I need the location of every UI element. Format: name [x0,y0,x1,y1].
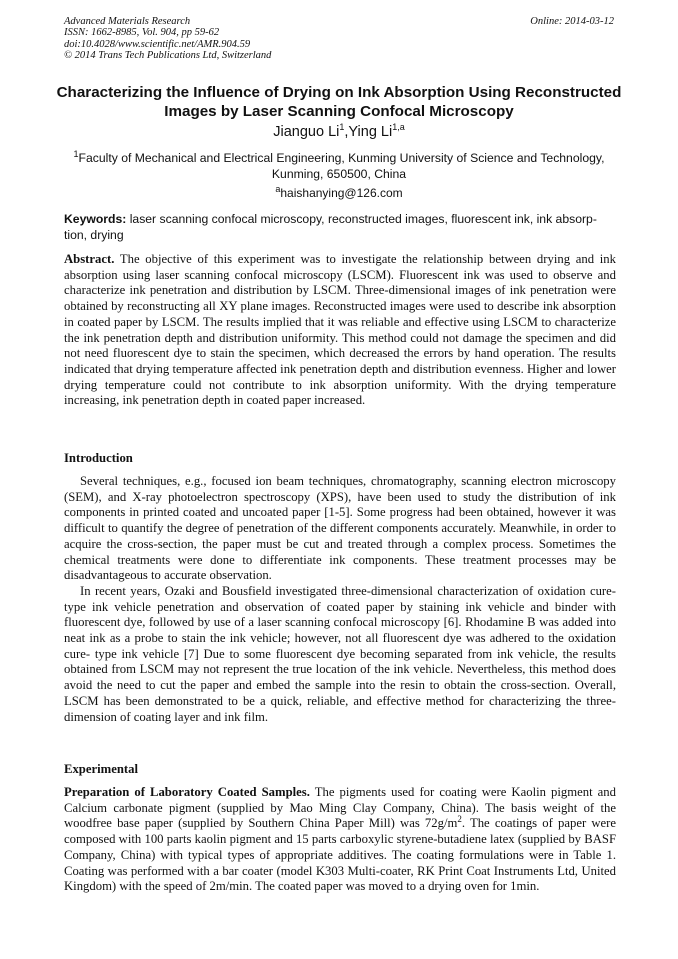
affiliation-mark: 1 [73,148,79,159]
introduction-body [64,474,616,725]
author-name: Jianguo Li [273,124,340,140]
keywords [64,212,616,243]
online-date: Online: 2014-03-12 [530,16,614,27]
affiliation [60,150,618,182]
copyright-line: © 2014 Trans Tech Publications Ltd, Switzerland [64,49,272,61]
journal-name: Advanced Materials Research [64,16,191,27]
section-heading-introduction: Introduction [64,451,133,465]
section-heading-experimental: Experimental [64,762,139,776]
email-mark: a [275,184,281,194]
doi-line: doi:10.4028/www.scientific.net/AMR.904.59 [64,38,251,50]
keywords-text: laser scanning confocal microscopy, reconstructed images, fluorescent ink, ink absorp-tion, drying [64,212,597,242]
author-affiliation-mark: 1 [339,122,345,133]
abstract-label: Abstract. [64,252,115,266]
author-affiliation-mark: 1,a [392,122,405,133]
author-list [0,124,678,140]
subsection-heading: Preparation of Laboratory Coated Samples. [64,785,310,799]
unit-superscript: 2 [457,814,462,825]
abstract-text: The objective of this experiment was to investigate the relationship between drying and ink absorption using laser scanning confocal microscopy (LSCM). Fluorescent ink was used to observe and characterize ink penetration and distribution by LSCM. Three-dimensional images of ink penetration were obtained by reconstructing all XY plane images. Reconstructed images were used to describe ink absorption in coated paper by LSCM. The results implied that it was reliable and effective using LSCM to characterize the ink penetration depth and distribution uniformity. This method could not damage the specimen and did not need fluorescent dye to stain the specimen, which decreased the errors by hand operation. The results indicated that drying temperature affected ink penetration depth and distribution evenness. Higher and lower drying temperature could not contribute to ink absorption uniformity. With the drying temperature increasing, ink penetration depth in coated paper increased. [64,252,616,408]
affiliation-text: Faculty of Mechanical and Electrical Engineering, Kunming University of Science and Technology, Kunming, 650500, China [78,151,605,181]
paragraph: Several techniques, e.g., focused ion beam techniques, chromatography, scanning electron microscopy (SEM), and X-ray photoelectron spectroscopy (XPS), have been used to study the distribution of ink components in printed coated and uncoated paper [1-5]. Some progress had been obtained, however it was difficult to quantify the degree of penetration of the different components accurately. Meanwhile, in order to acquire the cross-section, the paper must be cut and treated through a complex process. Sometimes the chemical treatments were done to differentiate ink components. These treatment processes may be disadvantageous to accurate observation. [64,474,616,583]
author-separator: , [344,124,349,140]
journal-header [64,16,616,61]
paper-title: Characterizing the Influence of Drying on Ink Absorption Using Reconstructed Images by Laser Scanning Confocal Microscopy [56,84,622,120]
paragraph-text: The pigments used for coating were Kaolin pigment and Calcium carbonate pigment (supplied by Mao Ming Clay Company, China). The basis weight of the woodfree base paper (supplied by Southern China Paper Mill) was 72g/m [64,785,616,831]
abstract [64,252,616,409]
paragraph: In recent years, Ozaki and Bousfield investigated three-dimensional characterization of oxidation cure- type ink vehicle penetration and observation of coated paper by staining ink vehicle and binder with fluorescent dye, followed by use of a laser scanning confocal microscopy [6]. Rhodamine B was added into neat ink as a probe to stain the ink vehicle; however, not all fluorescent dye was adhered to the oxidation cure- type ink vehicle [7] Due to some fluorescent dye becoming separated from ink vehicle, the results obtained from LSCM may not represent the true location of the ink vehicle. Nevertheless, this method does avoid the need to cut the paper and embed the sample into the resin to obtain the cross-section. Overall, LSCM has been demonstrated to be a quick, reliable, and effective method for characterizing the three-dimension of coating layer and ink film. [64,583,616,724]
keywords-label: Keywords: [64,212,127,226]
experimental-body [64,785,616,895]
paragraph-text: . The coatings of paper were composed with 100 parts kaolin pigment and 15 parts carboxylic styrene-butadiene latex (supplied by BASF Company, China) with typical types of appropriate additives. The coating formulations were in Table 1. Coating was performed with a bar coater (model K303 Multi-coater, RK Print Coat Instruments Ltd, United Kingdom) with the speed of 2m/min. The coated paper was moved to a drying oven for 1min. [64,816,616,894]
author-name: Ying Li [348,124,393,140]
author-email [0,186,678,200]
issn-line: ISSN: 1662-8985, Vol. 904, pp 59-62 [64,27,220,39]
email-address: haishanying@126.com [280,186,403,200]
